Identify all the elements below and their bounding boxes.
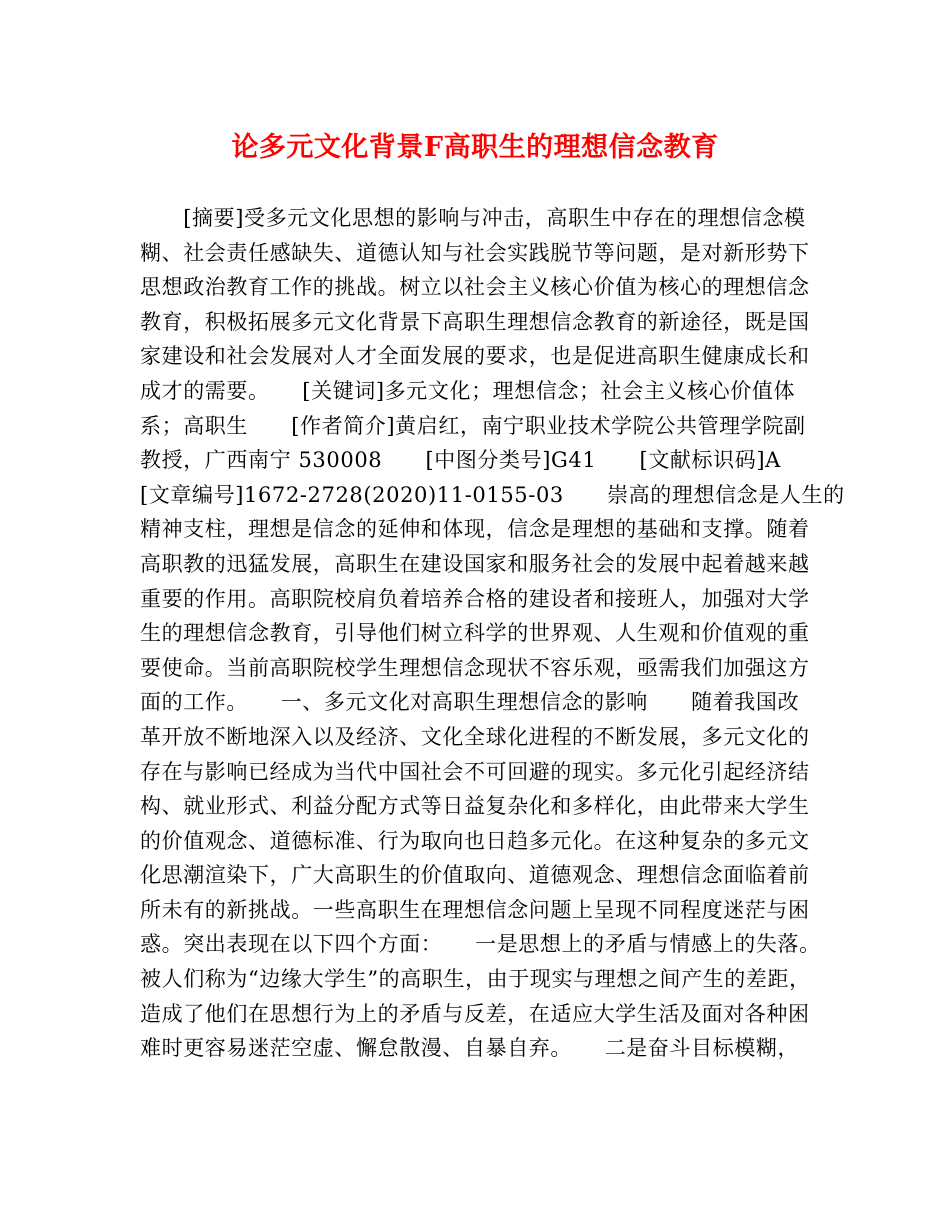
document-title: 论多元文化背景F高职生的理想信念教育 bbox=[231, 132, 719, 163]
body-line: 被人们称为“边缘大学生”的高职生，由于现实与理想之间产生的差距， bbox=[140, 967, 811, 992]
body-line: 教授，广西南宁 530008 [中图分类号]G41 [文献标识码]A bbox=[140, 448, 781, 473]
body-line: 生的理想信念教育，引导他们树立科学的世界观、人生观和价值观的重 bbox=[140, 621, 810, 646]
body-line: 化思潮渲染下，广大高职生的价值取向、道德观念、理想信念面临着前 bbox=[140, 863, 810, 888]
body-line: [文章编号]1672-2728(2020)11-0155-03 崇高的理想信念是人生的 bbox=[140, 482, 845, 507]
body-line: 家建设和社会发展对人才全面发展的要求，也是促进高职生健康成长和 bbox=[140, 344, 810, 369]
body-line: 构、就业形式、利益分配方式等日益复杂化和多样化，由此带来大学生 bbox=[140, 794, 810, 819]
body-line: 系；高职生 [作者简介]黄启红，南宁职业技术学院公共管理学院副 bbox=[140, 413, 806, 438]
body-line: [摘要]受多元文化思想的影响与冲击，高职生中存在的理想信念模 bbox=[140, 206, 806, 230]
body-line: 要使命。当前高职院校学生理想信念现状不容乐观，亟需我们加强这方 bbox=[140, 655, 810, 680]
body-line: 成才的需要。 [关键词]多元文化；理想信念；社会主义核心价值体 bbox=[140, 378, 796, 403]
body-line: 高职教的迅猛发展，高职生在建设国家和服务社会的发展中起着越来越 bbox=[140, 551, 810, 576]
body-line: 思想政治教育工作的挑战。树立以社会主义核心价值为核心的理想信念 bbox=[140, 275, 810, 300]
body-line: 精神支柱，理想是信念的延伸和体现，信念是理想的基础和支撑。随着 bbox=[140, 517, 810, 542]
body-line: 存在与影响已经成为当代中国社会不可回避的现实。多元化引起经济结 bbox=[140, 759, 810, 784]
body-line: 的价值观念、道德标准、行为取向也日趋多元化。在这种复杂的多元文 bbox=[140, 828, 810, 853]
body-line: 重要的作用。高职院校肩负着培养合格的建设者和接班人，加强对大学 bbox=[140, 586, 810, 611]
body-line: 造成了他们在思想行为上的矛盾与反差，在适应大学生活及面对各种困 bbox=[140, 1001, 810, 1026]
body-line: 革开放不断地深入以及经济、文化全球化进程的不断发展，多元文化的 bbox=[140, 724, 810, 749]
body-line: 所未有的新挑战。一些高职生在理想信念问题上呈现不同程度迷茫与困 bbox=[140, 897, 810, 922]
document-body bbox=[140, 201, 845, 1066]
body-line: 难时更容易迷茫空虚、懈怠散漫、自暴自弃。 二是奋斗目标模糊， bbox=[140, 1036, 800, 1061]
body-line: 糊、社会责任感缺失、道德认知与社会实践脱节等问题，是对新形势下 bbox=[140, 240, 810, 265]
body-line: 惑。突出表现在以下四个方面： 一是思想上的矛盾与情感上的失落。 bbox=[140, 932, 821, 957]
body-line: 教育，积极拓展多元文化背景下高职生理想信念教育的新途径，既是国 bbox=[140, 309, 810, 334]
body-line: 面的工作。 一、多元文化对高职生理想信念的影响 随着我国改 bbox=[140, 690, 800, 715]
